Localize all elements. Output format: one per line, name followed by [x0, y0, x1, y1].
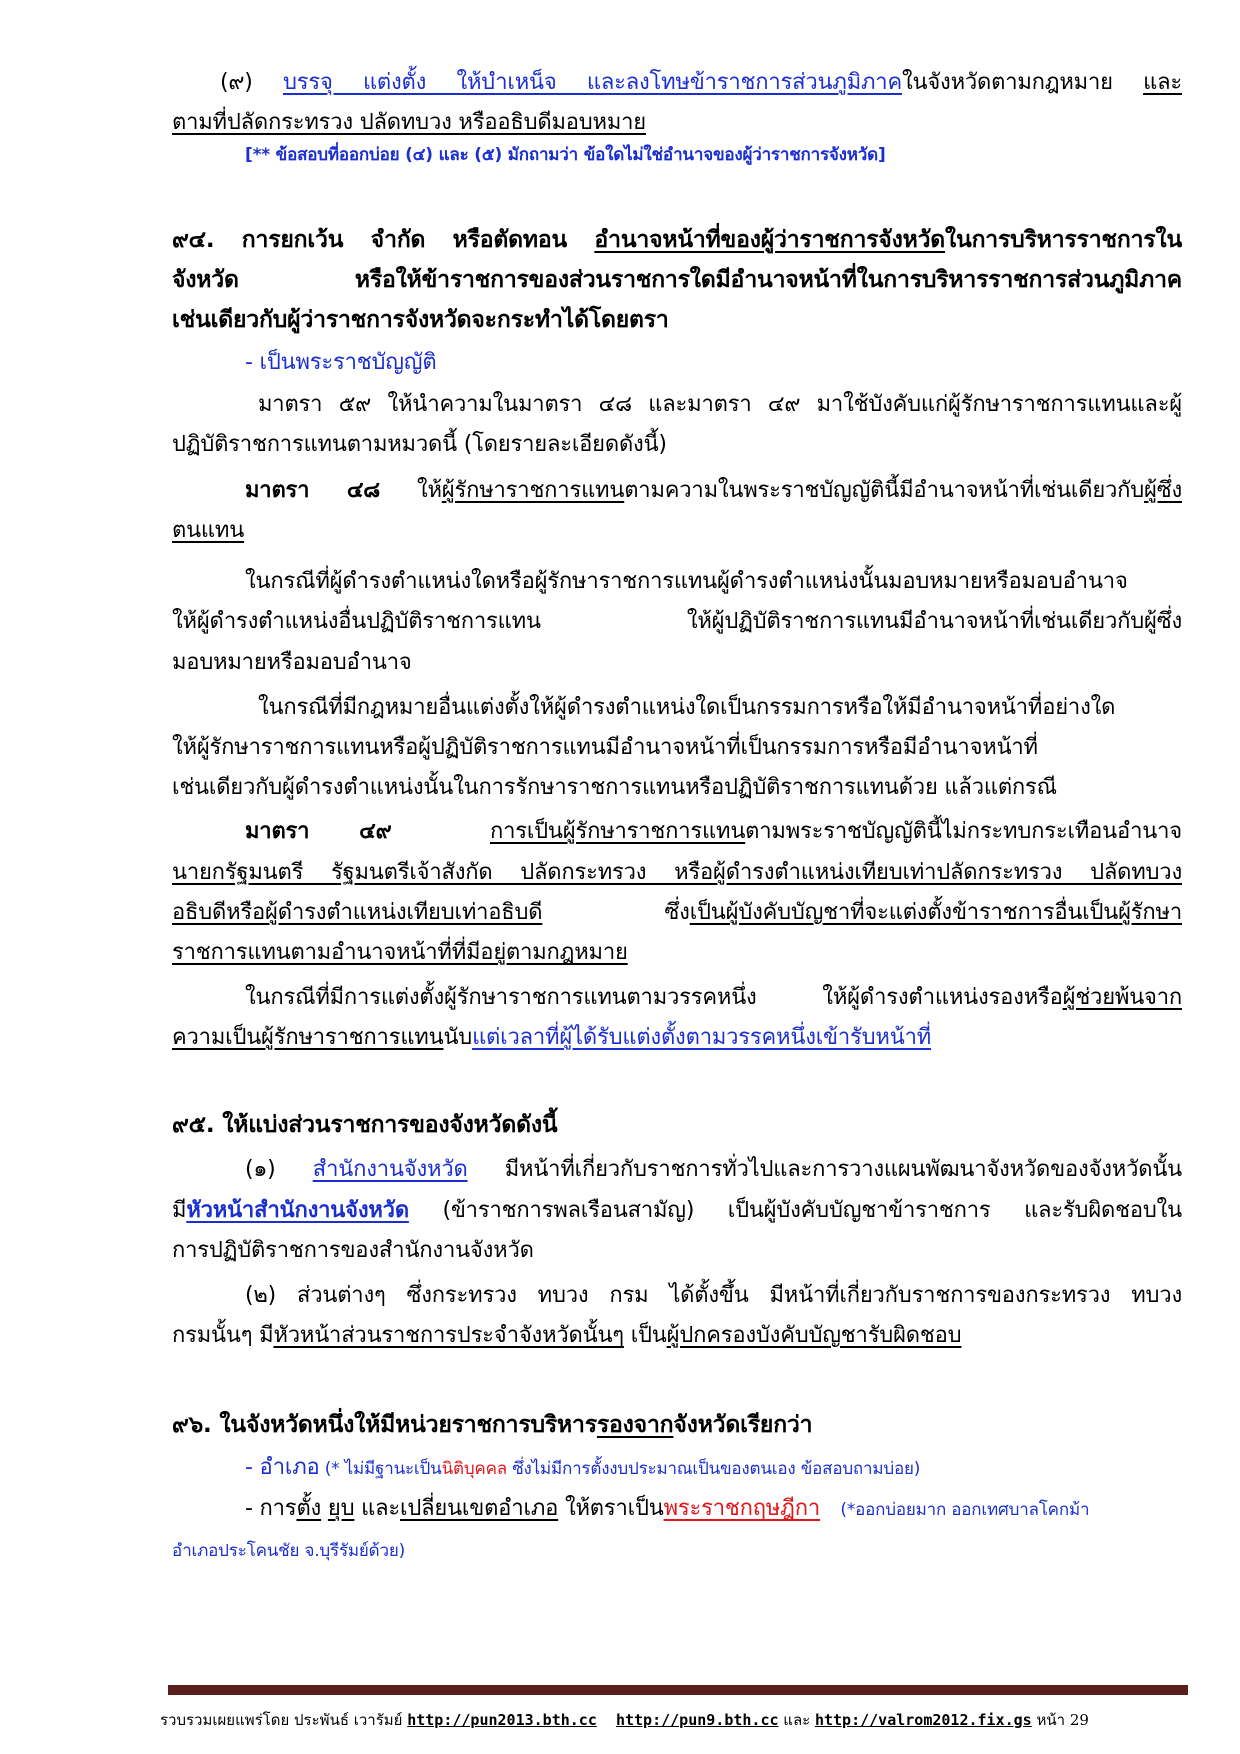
p3-line-1: ในกรณีที่มีกฎหมายอื่นแต่งตั้งให้ผู้ดำรงตำแหน่งใดเป็นกรรมการหรือให้มีอำนาจหน้าที่อย่างใด: [258, 695, 1116, 720]
page-footer: รวบรวมเผยแพร่โดย ประพันธ์ เวารัมย์ http://pun2013.bth.cc http://pun9.bth.cc และ http://valrom2012.fix.gs หน้า 29: [160, 1711, 1089, 1729]
sec96-amphoe-line: - อำเภอ (* ไม่มีฐานะเป็นนิติบุคคล ซึ่งไม่มีการตั้งงบประมาณเป็นของตนเอง ข้อสอบถามบ่อย): [245, 1455, 921, 1480]
p2-line-3: มอบหมายหรือมอบอำนาจ: [172, 650, 412, 675]
item-9-line-1: (๙) บรรจุ แต่งตั้ง ให้บำเหน็จ และลงโทษข้าราชการส่วนภูมิภาคในจังหวัดตามกฎหมาย และ: [220, 70, 1182, 95]
p3-line-3: เช่นเดียวกับผู้ดำรงตำแหน่งนั้นในการรักษาราชการแทนหรือปฏิบัติราชการแทนด้วย แล้วแต่กรณี: [172, 775, 1057, 800]
p4-link[interactable]: แต่เวลาที่ผู้ได้รับแต่งตั้งตามวรรคหนึ่งเข้ารับหน้าที่: [472, 1025, 932, 1050]
sec95-item1-line-2: มีหัวหน้าสำนักงานจังหวัด (ข้าราชการพลเรือนสามัญ) เป็นผู้บังคับบัญชาข้าราชการ และรับผิดชอบใน: [172, 1198, 1182, 1223]
sec94-answer: - เป็นพระราชบัญญัติ: [245, 350, 437, 375]
p2-line-1: ในกรณีที่ผู้ดำรงตำแหน่งใดหรือผู้รักษาราชการแทนผู้ดำรงตำแหน่งนั้นมอบหมายหรือมอบอำนาจ: [245, 569, 1128, 594]
sec96-line-3: อำเภอประโคนชัย จ.บุรีรัมย์ด้วย): [172, 1541, 406, 1561]
page-number: หน้า 29: [1031, 1711, 1089, 1729]
sec96-heading: ๙๖. ในจังหวัดหนึ่งให้มีหน่วยราชการบริหารรองจากจังหวัดเรียกว่า: [172, 1412, 813, 1438]
sec94-heading-line-2: จังหวัด หรือให้ข้าราชการของส่วนราชการใดมีอำนาจหน้าที่ในการบริหารราชการส่วนภูมิภาค: [172, 267, 1182, 293]
m49-line-3: อธิบดีหรือผู้ดำรงตำแหน่งเทียบเท่าอธิบดี ซึ่งเป็นผู้บังคับบัญชาที่จะแต่งตั้งข้าราชการอื่นเป็นผู้รักษา: [172, 900, 1182, 925]
p4-line-1: ในกรณีที่มีการแต่งตั้งผู้รักษาราชการแทนตามวรรคหนึ่ง ให้ผู้ดำรงตำแหน่งรองหรือผู้ช่วยพ้นจาก: [245, 985, 1182, 1010]
m49-line-4: ราชการแทนตามอำนาจหน้าที่ที่มีอยู่ตามกฎหมาย: [172, 940, 628, 965]
sec95-item2-line-2: กรมนั้นๆ มีหัวหน้าส่วนราชการประจำจังหวัดนั้นๆ เป็นผู้ปกครองบังคับบัญชารับผิดชอบ: [172, 1323, 962, 1348]
item-9-line-2: ตามที่ปลัดกระทรวง ปลัดทบวง หรืออธิบดีมอบหมาย: [172, 110, 646, 135]
sec95-item1-line-1: (๑) สำนักงานจังหวัด มีหน้าที่เกี่ยวกับราชการทั่วไปและการวางแผนพัฒนาจังหวัดของจังหวัดนั้น: [245, 1157, 1182, 1182]
p3-line-2: ให้ผู้รักษาราชการแทนหรือผู้ปฏิบัติราชการแทนมีอำนาจหน้าที่เป็นกรรมการหรือมีอำนาจหน้าที่: [172, 735, 1038, 760]
sec95-item2-line-1: (๒) ส่วนต่างๆ ซึ่งกระทรวง ทบวง กรม ได้ตั้งขึ้น มีหน้าที่เกี่ยวกับราชการของกระทรวง ทบวง: [245, 1283, 1182, 1308]
footer-link-1[interactable]: http://pun2013.bth.cc: [407, 1711, 597, 1729]
sec95-item1-line-3: การปฏิบัติราชการของสำนักงานจังหวัด: [172, 1238, 534, 1263]
sec95-heading: ๙๕. ให้แบ่งส่วนราชการของจังหวัดดังนี้: [172, 1112, 558, 1138]
m48-line-1: มาตรา ๔๘ ให้ผู้รักษาราชการแทนตามความในพระราชบัญญัตินี้มีอำนาจหน้าที่เช่นเดียวกับผู้ซึ่ง: [245, 478, 1183, 503]
sec59-line-2: ปฏิบัติราชการแทนตามหมวดนี้ (โดยรายละเอียดดังนี้): [172, 432, 667, 457]
provincial-office-link[interactable]: สำนักงานจังหวัด: [312, 1157, 468, 1182]
p2-line-2: ให้ผู้ดำรงตำแหน่งอื่นปฏิบัติราชการแทน ให้ผู้ปฏิบัติราชการแทนมีอำนาจหน้าที่เช่นเดียวกับผู้ซึ่ง: [172, 609, 1182, 634]
sec59-line-1: มาตรา ๕๙ ให้นำความในมาตรา ๔๘ และมาตรา ๔๙ มาใช้บังคับแก่ผู้รักษาราชการแทนและผู้: [258, 392, 1182, 417]
item-9-link[interactable]: บรรจุ แต่งตั้ง ให้บำเหน็จ และลงโทษข้าราชการส่วนภูมิภาค: [282, 70, 902, 95]
sec96-line-2: - การตั้ง ยุบ และเปลี่ยนเขตอำเภอ ให้ตราเป็นพระราชกฤษฎีกา (*ออกบ่อยมาก ออกเทศบาลโคกม้า: [245, 1496, 1090, 1521]
p4-line-2: ความเป็นผู้รักษาราชการแทนนับแต่เวลาที่ผู้ได้รับแต่งตั้งตามวรรคหนึ่งเข้ารับหน้าที่: [172, 1025, 932, 1050]
exam-note: [** ข้อสอบที่ออกบ่อย (๔) และ (๕) มักถามว่า ข้อใดไม่ใช่อำนาจของผู้ว่าราชการจังหวัด]: [245, 145, 886, 165]
footer-link-2[interactable]: http://pun9.bth.cc: [615, 1711, 779, 1729]
m49-line-2: นายกรัฐมนตรี รัฐมนตรีเจ้าสังกัด ปลัดกระทรวง หรือผู้ดำรงตำแหน่งเทียบเท่าปลัดกระทรวง ปลัดทบวง: [172, 860, 1182, 885]
footer-link-3[interactable]: http://valrom2012.fix.gs: [814, 1711, 1032, 1729]
sec94-heading-line-3: เช่นเดียวกับผู้ว่าราชการจังหวัดจะกระทำได้โดยตรา: [172, 307, 669, 333]
m49-line-1: มาตรา ๔๙ การเป็นผู้รักษาราชการแทนตามพระราชบัญญัตินี้ไม่กระทบกระเทือนอำนาจ: [245, 819, 1182, 844]
head-provincial-office-link[interactable]: หัวหน้าสำนักงานจังหวัด: [186, 1198, 409, 1223]
m48-line-2: ตนแทน: [172, 518, 245, 543]
footer-divider: [168, 1685, 1188, 1695]
sec94-heading-line-1: ๙๔. การยกเว้น จำกัด หรือตัดทอน อำนาจหน้าที่ของผู้ว่าราชการจังหวัดในการบริหารราชการใน: [172, 227, 1182, 253]
